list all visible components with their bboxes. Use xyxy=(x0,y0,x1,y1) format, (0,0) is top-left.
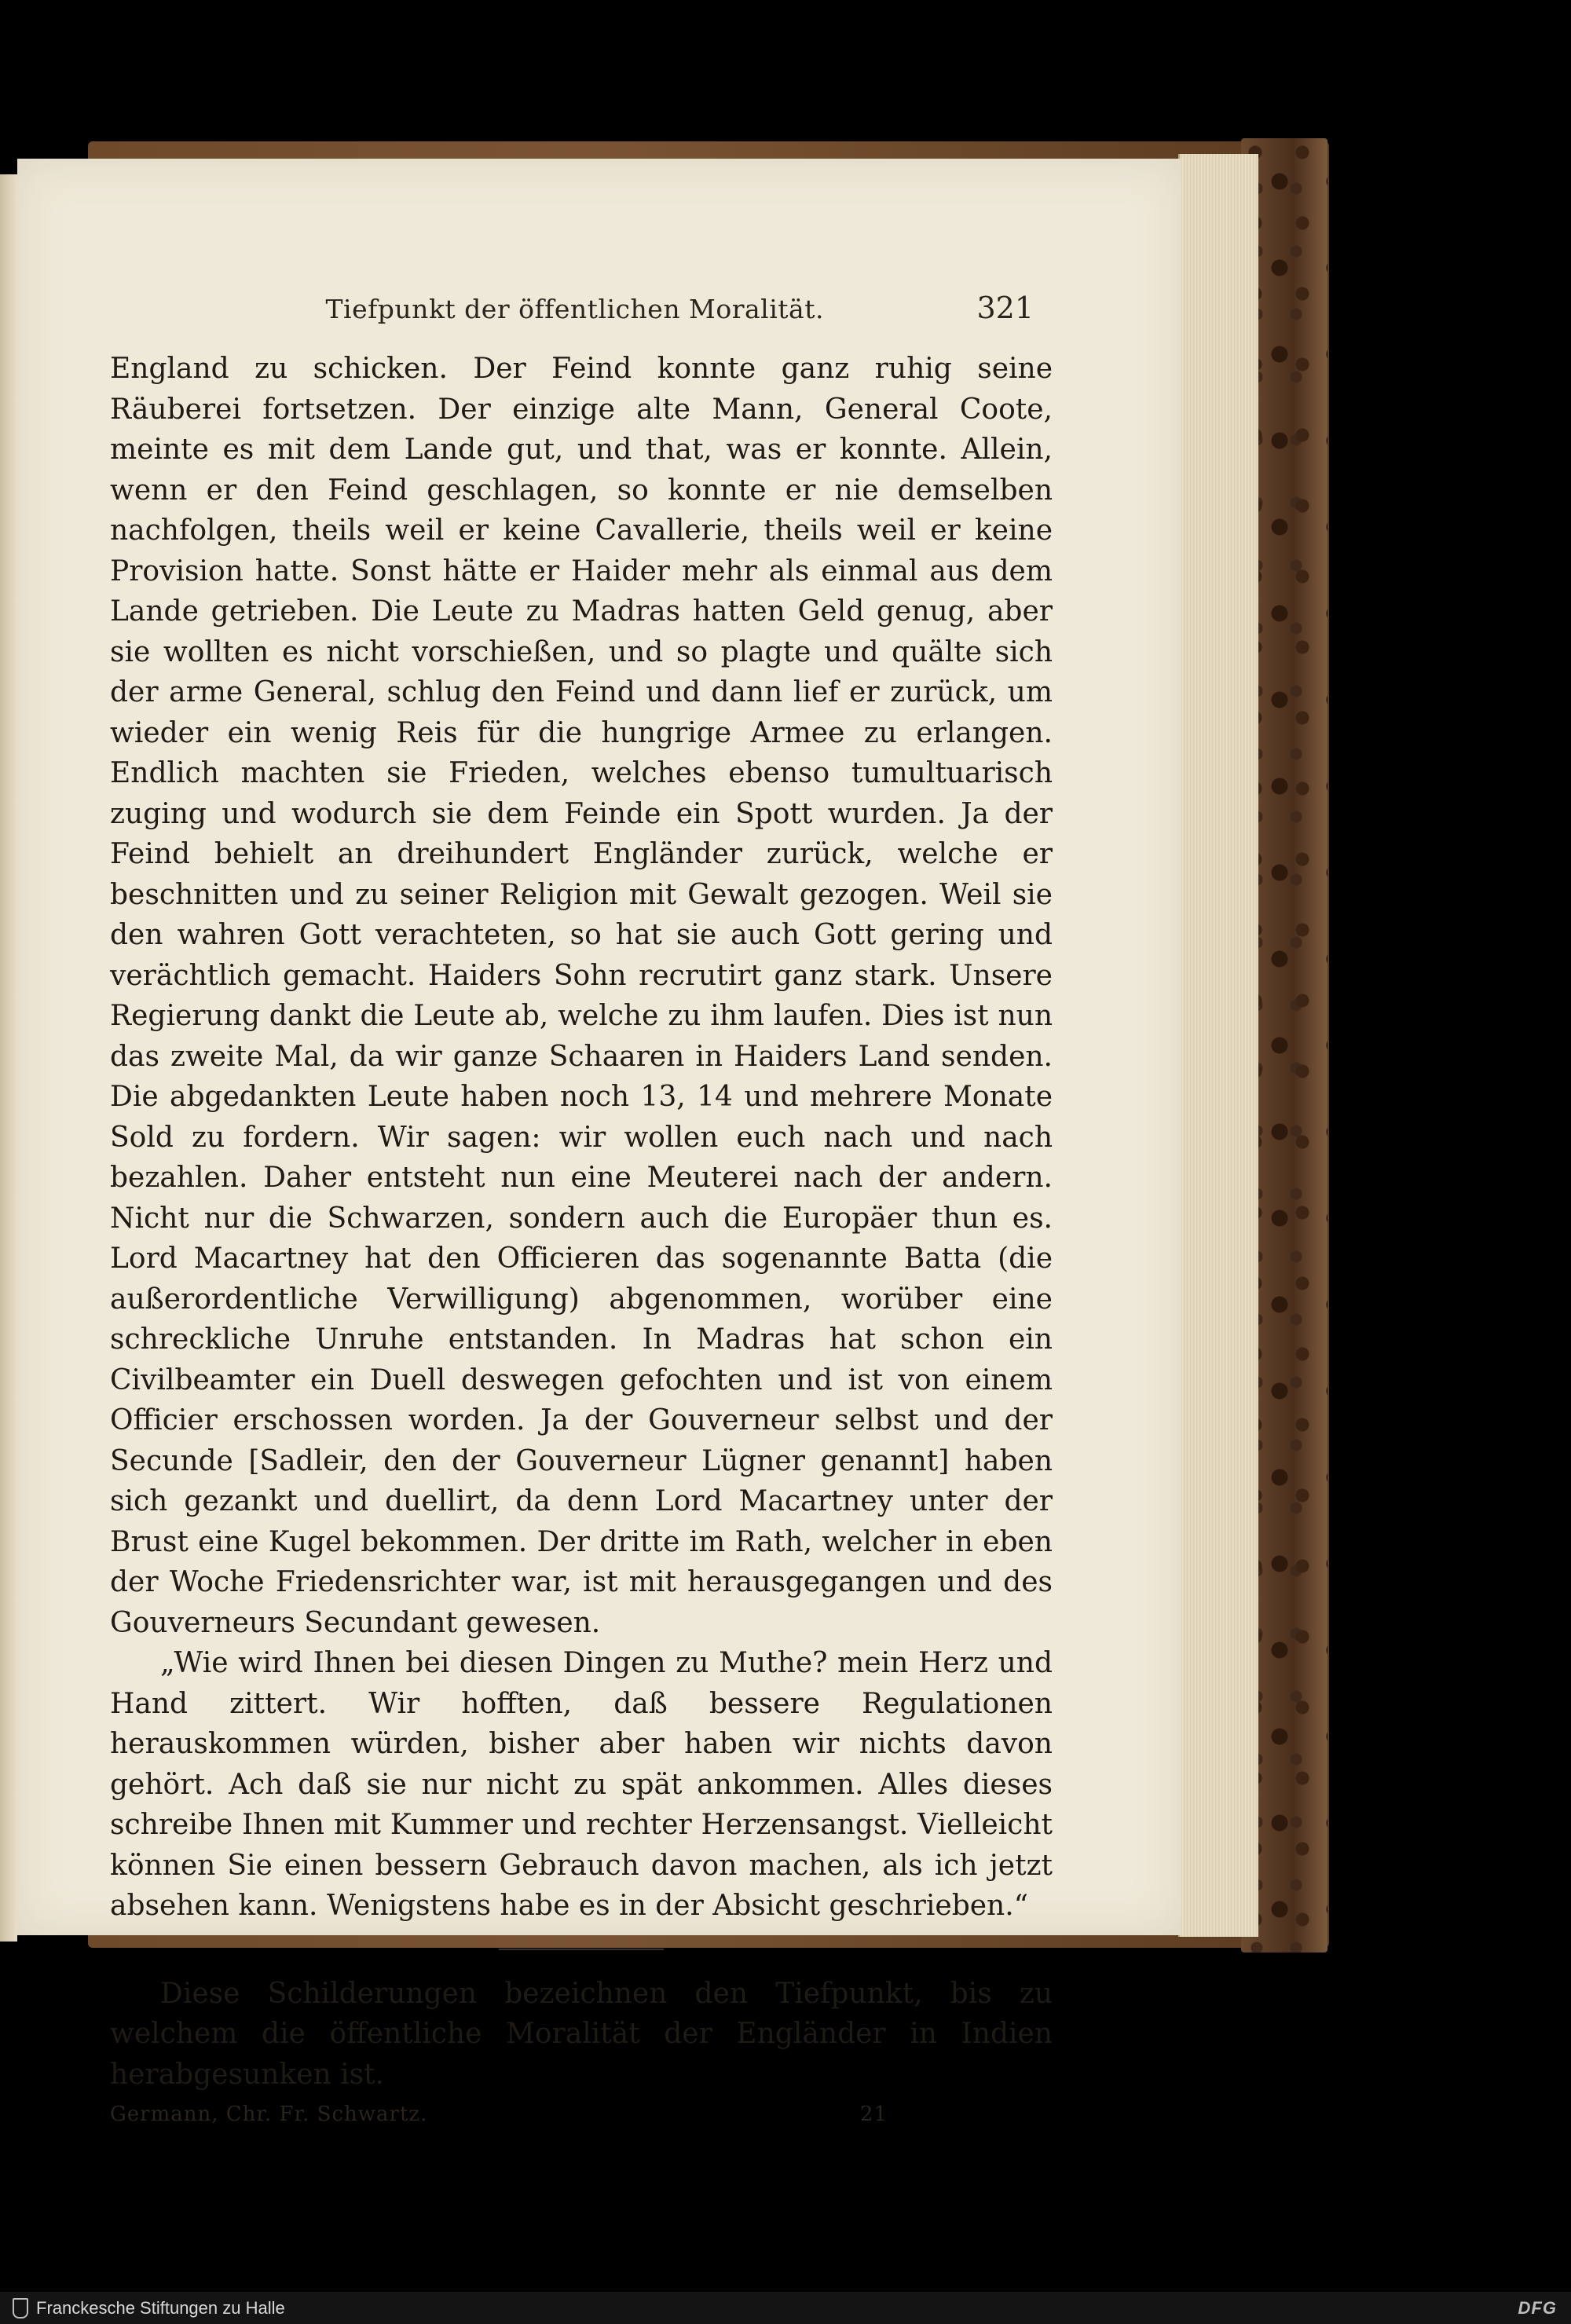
institution-crest-icon xyxy=(13,2298,28,2319)
viewer-bottom-bar xyxy=(0,2292,1571,2324)
institution-name: Franckesche Stiftungen zu Halle xyxy=(36,2297,285,2318)
page-edges xyxy=(1178,154,1258,1937)
paragraph-1: England zu schicken. Der Feind konnte ganz ruhig seine Räuberei fortsetzen. Der einzige alte Mann, General Coote, meinte es mit dem Lande gut, und that, was er konnte. Allein, wenn er den Feind geschlagen, so konnte er nie demselben nachfolgen, theils weil er keine Cavallerie, theils weil er keine Provision hatte. Sonst hätte er Haider mehr als einmal aus dem Lande getrieben. Die Leute zu Madras hatten Geld genug, aber sie wollten es nicht vorschießen, und so plagte und quälte sich der arme General, schlug den Feind und dann lief er zurück, um wieder ein wenig Reis für die hungrige Armee zu erlangen. Endlich machten sie Frieden, welches ebenso tumultuarisch zuging und wodurch sie dem Feinde ein Spott wurden. Ja der Feind behielt an dreihundert Engländer zurück, welche er beschnitten und zu seiner Religion mit Gewalt gezogen. Weil sie den wahren Gott verachteten, so hat sie auch Gott gering und verächtlich gemacht. Haiders Sohn recrutirt ganz stark. Unsere Regierung dankt die Leute ab, welche zu ihm laufen. Dies ist nun das zweite Mal, da wir ganze Schaaren in Haiders Land senden. Die abgedankten Leute haben noch 13, 14 und mehrere Monate Sold zu fordern. Wir sagen: wir wollen euch nach und nach bezahlen. Daher entsteht nun eine Meuterei nach der andern. Nicht nur die Schwarzen, sondern auch die Europäer thun es. Lord Macartney hat den Officieren das sogenannte Batta (die außerordentliche Verwilligung) abgenommen, worüber eine schreckliche Unruhe entstanden. In Madras hat schon ein Civilbeamter ein Duell deswegen gefochten und ist von einem Officier erschossen worden. Ja der Gouverneur selbst und der Secunde [Sadleir, den der Gouverneur Lügner genannt] haben sich gezankt und duellirt, da denn Lord Macartney unter der Brust eine Kugel bekommen. Der dritte im Rath, welcher in eben der Woche Friedensrichter war, ist mit herausgegangen und des Gouverneurs Secundant gewesen. xyxy=(110,353,1053,1639)
footer-signature: Germann, Chr. Fr. Schwartz. xyxy=(110,2103,428,2126)
left-page-edge xyxy=(0,174,17,1942)
footer-sheet-number: 21 xyxy=(859,2103,888,2126)
dfg-logo: DFG xyxy=(1518,2297,1557,2318)
page-content xyxy=(110,291,1053,2126)
paragraph-3: Diese Schilderungen bezeichnen den Tiefpunkt, bis zu welchem die öffentliche Moralität der Engländer in Indien herabgesunken ist. xyxy=(110,1977,1053,2091)
institution-credit xyxy=(0,2298,285,2319)
page-footer xyxy=(110,2103,1053,2126)
paragraph-2-quote: „Wie wird Ihnen bei diesen Dingen zu Muthe? mein Herz und Hand zittert. Wir hofften, daß bessere Regulationen herauskommen würden, bisher aber haben wir nichts davon gehört. Ach daß sie nur nicht zu spät ankommen. Alles dieses schreibe Ihnen mit Kummer und rechter Herzensangst. Vielleicht können Sie einen bessern Gebrauch davon machen, als ich jetzt absehen kann. Wenigstens habe es in der Absicht geschrieben.“ xyxy=(110,1647,1053,1922)
section-divider-rule xyxy=(499,1949,664,1950)
body-text xyxy=(110,349,1053,2095)
running-title: Tiefpunkt der öffentlichen Moralität. xyxy=(325,294,824,324)
page-number: 321 xyxy=(976,291,1034,325)
running-head xyxy=(110,291,1053,325)
book-page xyxy=(17,159,1181,2126)
